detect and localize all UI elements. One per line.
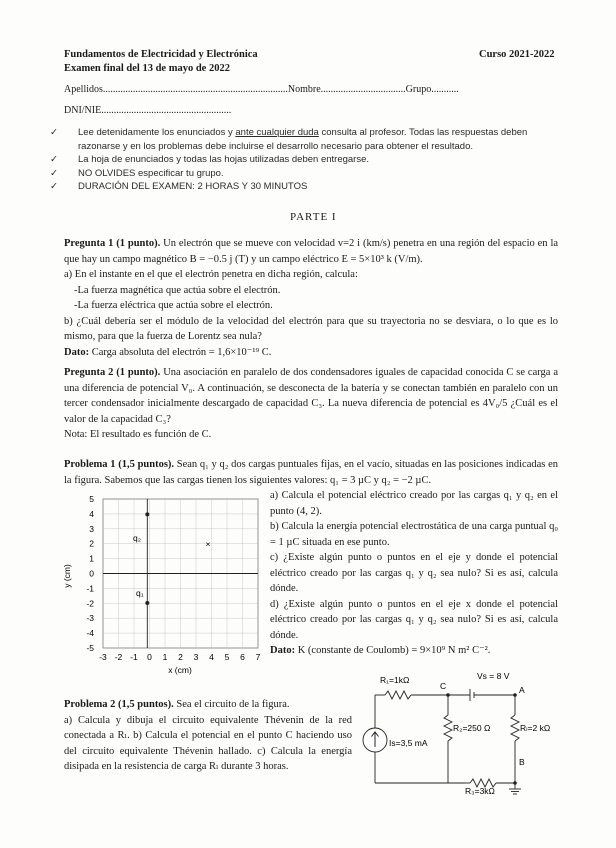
- x-tick-label: 3: [193, 652, 199, 662]
- p1-title: Problema 1 (1,5 puntos).: [64, 459, 175, 470]
- q1-intro: Un electrón que se mueve con velocidad v=2 i (km/s) penetra en una región del espacio en la que hay un campo magnético B = −0.5 j (T) y un campo eléctrico E = 5×10³ k (V/m).: [64, 238, 559, 265]
- problem-1-parts: [270, 488, 558, 659]
- y-tick-label: -3: [86, 613, 94, 624]
- y-tick-label: -2: [86, 598, 94, 609]
- course-title: Fundamentos de Electricidad y Electrónica: [64, 49, 258, 60]
- question-1: [64, 236, 558, 360]
- q2-title: Pregunta 2 (1 punto).: [64, 367, 161, 378]
- check-icon: ✓: [50, 181, 58, 192]
- q1-dato-label: Dato:: [64, 346, 90, 358]
- q1-charge-marker: [145, 601, 149, 605]
- course-year: Curso 2021-2022: [479, 49, 555, 60]
- y-tick-label: 0: [89, 568, 94, 579]
- x-tick-label: -2: [114, 652, 123, 662]
- x-tick-label: 2: [178, 652, 183, 662]
- node-b-label: B: [519, 757, 525, 767]
- y-tick-label: -1: [86, 583, 94, 594]
- p1-part-a: a) Calcula el potencial eléctrico creado por las cargas q₁ y q₂ en el punto (4, 2).: [270, 490, 558, 517]
- q1-label: q₁: [136, 588, 144, 598]
- instruction-2: ✓ La hoja de enunciados y todas las hojas utilizadas deben entregarse.: [50, 154, 370, 165]
- q1-part-a: a) En el instante en el que el electrón penetra en dicha región, calcula:: [64, 269, 358, 280]
- plot-y-label: y (cm): [62, 564, 72, 588]
- q1-part-a1: -La fuerza magnética que actúa sobre el electrón.: [74, 284, 281, 296]
- y-tick-labels: [86, 494, 94, 653]
- plot-x-label: x (cm): [168, 665, 192, 675]
- node-a-label: A: [519, 685, 525, 695]
- question-2: [64, 365, 558, 443]
- instruction-1: ✓ Lee detenidamente los enunciados y ante cualquier duda consulta al profesor. Todas las respuestas deben razonarse y en los problemas debe incluirse el desarrollo necesario para obtener el resultado.: [50, 127, 528, 152]
- p1-part-c: c) ¿Existe algún punto o puntos en el eje y donde el potencial eléctrico creado por las cargas q₁ y q₂ sea nulo? Si es así, calcula dónde.: [270, 552, 558, 594]
- node-c-dot: [446, 693, 450, 697]
- r1-label: R₁=1kΩ: [380, 675, 410, 685]
- y-tick-label: -5: [86, 643, 94, 653]
- p2-parts: a) Calcula y dibuja el circuito equivalente Thévenin de la red conectada a Rₗ. b) Calcula el potencial en el punto C haciendo uso del circuito equivalente Thévenin hallado. c) Calcula la energía disipada en la resistencia de carga Rₗ durante 3 horas.: [64, 714, 352, 772]
- apellidos-label: Apellidos: [64, 84, 103, 95]
- q2-text: Una asociación en paralelo de dos condensadores iguales de capacidad conocida C se carga a una diferencia de potencial V₀. A continuación, se desconecta de la batería y se conectan también en paralelo con un tercer condensador inicialmente descargado de capacidad C₃. La nueva diferencia de potencial es 4V₀/5 ¿Cuál es el valor de la capacidad C₃?: [64, 367, 559, 425]
- instruction-3: ✓ NO OLVIDES especificar tu grupo.: [50, 167, 224, 179]
- nombre-label: Nombre: [287, 84, 321, 95]
- exam-date: Examen final del 13 de mayo de 2022: [64, 63, 230, 74]
- grupo-label: Grupo: [405, 84, 432, 95]
- y-tick-label: -4: [86, 628, 94, 639]
- x-tick-label: -3: [99, 652, 107, 662]
- p1-part-d: d) ¿Existe algún punto o puntos en el eje x donde el potencial eléctrico creado por las cargas q₁ y q₂ sea nulo? Si es así, calcula dónde.: [270, 598, 558, 641]
- dni-line: DNI/NIE....................................................: [64, 105, 232, 116]
- rl-label: Rₗ=2 kΩ: [520, 723, 551, 733]
- r3-label: R₃=3kΩ: [465, 786, 495, 796]
- x-tick-label: 0: [147, 652, 152, 662]
- x-tick-label: -1: [130, 652, 138, 662]
- instruction-4: ✓ DURACIÓN DEL EXAMEN: 2 HORAS Y 30 MINUTOS: [50, 181, 308, 192]
- part-title: PARTE I: [290, 211, 337, 223]
- check-icon: ✓: [50, 154, 58, 165]
- dni-label: DNI/NIE: [64, 105, 102, 116]
- x-tick-label: 4: [209, 652, 214, 662]
- x-tick-label: 1: [162, 652, 168, 662]
- x-tick-labels: [99, 652, 260, 662]
- charge-position-plot: [60, 490, 265, 675]
- node-c-label: C: [440, 681, 447, 691]
- student-name-line: Apellidos..........................................................................Nombre..................................Grupo...........: [64, 84, 459, 95]
- y-tick-label: 1: [89, 553, 94, 564]
- circuit-diagram: [355, 665, 551, 796]
- is-label: Is=3,5 mA: [389, 738, 428, 748]
- node-a-dot: [513, 693, 517, 697]
- x-tick-label: 7: [255, 652, 261, 662]
- p1-part-b: b) Calcula la energía potencial electrostática de una carga puntual q₀ = 1 µC situada en ese punto.: [270, 521, 558, 548]
- problem-2: [64, 697, 352, 775]
- p1-dato-label: Dato:: [270, 645, 296, 656]
- check-icon: ✓: [50, 167, 58, 179]
- q1-dato: Carga absoluta del electrón = 1,6×10⁻¹⁹ C.: [89, 346, 272, 358]
- check-icon: ✓: [50, 127, 58, 138]
- r2-label: R₂=250 Ω: [453, 723, 491, 733]
- p2-intro: Sea el circuito de la figura.: [176, 699, 290, 710]
- node-b-dot: [513, 781, 517, 785]
- y-tick-label: 4: [89, 508, 94, 519]
- p1-dato: K (constante de Coulomb) = 9×10⁹ N m² C⁻².: [295, 645, 491, 656]
- x-tick-label: 5: [224, 652, 230, 662]
- q1-title: Pregunta 1 (1 punto).: [64, 238, 161, 249]
- problem-1-intro: [64, 457, 558, 488]
- p1-intro: Sean q₁ y q₂ dos cargas puntuales fijas, en el vacío, situadas en las posiciones indicadas en la figura. Sabemos que las cargas tienen los siguientes valores: q₁ = 3 µC y q₂ = −2 µC.: [64, 459, 558, 486]
- y-tick-label: 3: [89, 523, 94, 534]
- vs-label: Vs = 8 V: [477, 671, 510, 681]
- q1-part-a2: -La fuerza eléctrica que actúa sobre el electrón.: [74, 300, 273, 311]
- q1-part-b: b) ¿Cuál debería ser el módulo de la velocidad del electrón para que su trayectoria no se desviara, o lo que es lo mismo, para que la fuerza de Lorentz sea nula?: [64, 315, 558, 342]
- q2-label: q₂: [133, 533, 142, 543]
- x-tick-label: 6: [240, 652, 245, 662]
- point-4-2-marker: ×: [205, 539, 211, 549]
- q2-charge-marker: [145, 512, 149, 516]
- y-tick-label: 5: [89, 494, 94, 504]
- p2-title: Problema 2 (1,5 puntos).: [64, 699, 174, 710]
- y-tick-label: 2: [89, 538, 94, 549]
- q2-note: Nota: El resultado es función de C.: [64, 429, 212, 440]
- instructions: [50, 126, 560, 194]
